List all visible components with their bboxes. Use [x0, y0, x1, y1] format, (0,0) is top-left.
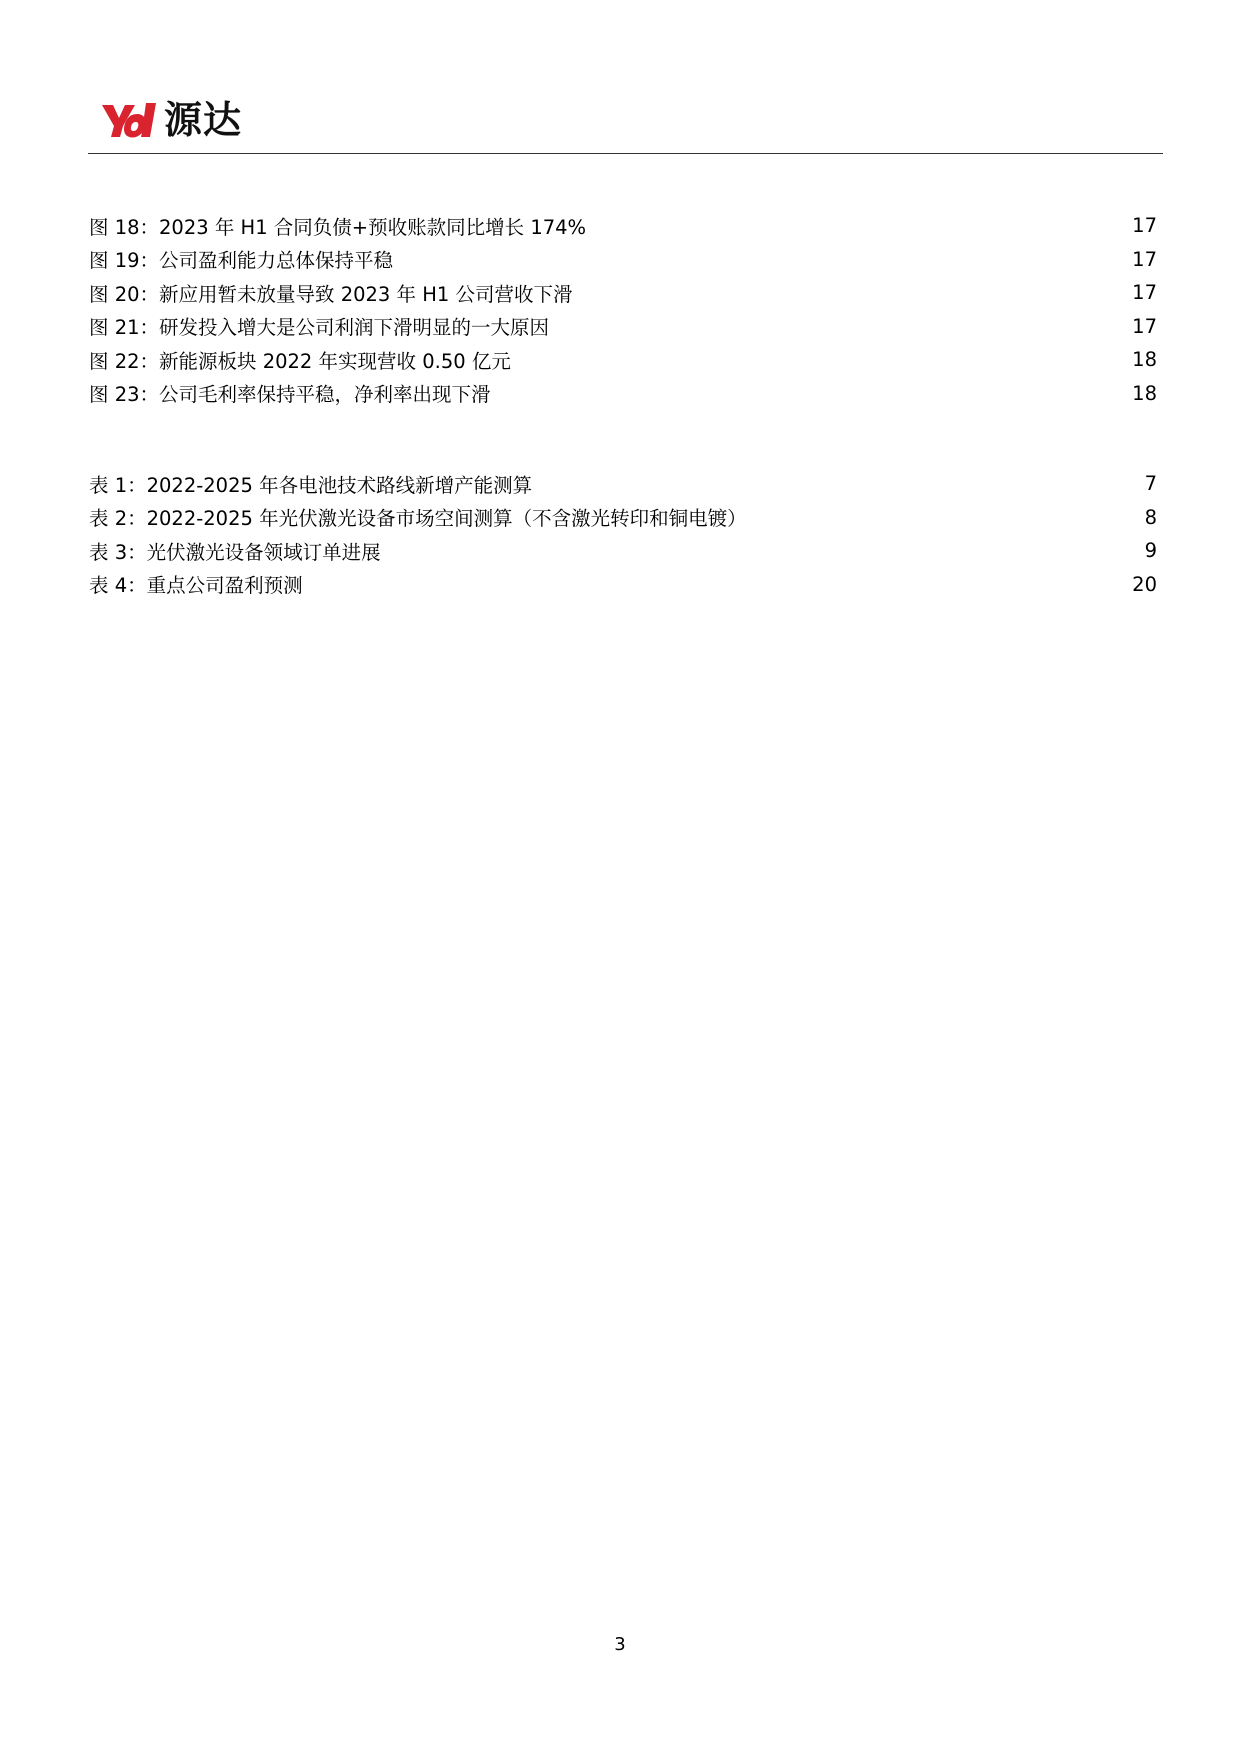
- toc-entry-label: 表 2：2022-2025 年光伏激光设备市场空间测算（不含激光转印和铜电镀）: [89, 507, 747, 531]
- toc-entry-page: 17: [1132, 314, 1157, 338]
- logo-text: 源达: [164, 98, 243, 142]
- toc-entry-page: 7: [1144, 472, 1157, 496]
- toc-entry-label: 图 20：新应用暂未放量导致 2023 年 H1 公司营收下滑: [89, 282, 573, 306]
- toc-entry[interactable]: [89, 534, 1157, 568]
- toc-entry-page: 18: [1132, 348, 1157, 372]
- toc-entry[interactable]: [89, 343, 1157, 377]
- toc-entry[interactable]: [89, 276, 1157, 310]
- toc-entry-label: 图 23：公司毛利率保持平稳，净利率出现下滑: [89, 383, 491, 407]
- toc-entry-page: 17: [1132, 281, 1157, 305]
- toc-entry-label: 表 1：2022-2025 年各电池技术路线新增产能测算: [89, 473, 533, 497]
- toc-entry-label: 图 18：2023 年 H1 合同负债+预收账款同比增长 174%: [89, 215, 587, 239]
- toc-entry-page: 8: [1144, 505, 1157, 529]
- page-number: 3: [614, 1634, 626, 1655]
- toc-entry-label: 图 22：新能源板块 2022 年实现营收 0.50 亿元: [89, 349, 511, 373]
- toc-entry[interactable]: [89, 568, 1157, 602]
- toc-entry[interactable]: [89, 377, 1157, 411]
- yd-logo-icon: [100, 99, 160, 141]
- toc-entry-page: 17: [1132, 247, 1157, 271]
- page-header: [88, 95, 1163, 154]
- toc-entry[interactable]: [89, 467, 1157, 501]
- table-index-list: [89, 467, 1157, 601]
- company-logo: [100, 99, 242, 141]
- toc-entry-page: 17: [1132, 214, 1157, 238]
- toc-entry-page: 20: [1132, 572, 1157, 596]
- toc-entry[interactable]: [89, 243, 1157, 277]
- toc-entry-page: 9: [1144, 539, 1157, 563]
- toc-entry-label: 图 21：研发投入增大是公司利润下滑明显的一大原因: [89, 316, 550, 340]
- figure-index-list: [89, 209, 1157, 410]
- toc-entry[interactable]: [89, 501, 1157, 535]
- toc-entry[interactable]: [89, 209, 1157, 243]
- toc-entry[interactable]: [89, 310, 1157, 344]
- toc-entry-label: 图 19：公司盈利能力总体保持平稳: [89, 249, 394, 273]
- toc-entry-label: 表 3：光伏激光设备领域订单进展: [89, 540, 381, 564]
- toc-entry-page: 18: [1132, 381, 1157, 405]
- toc-entry-label: 表 4：重点公司盈利预测: [89, 574, 303, 598]
